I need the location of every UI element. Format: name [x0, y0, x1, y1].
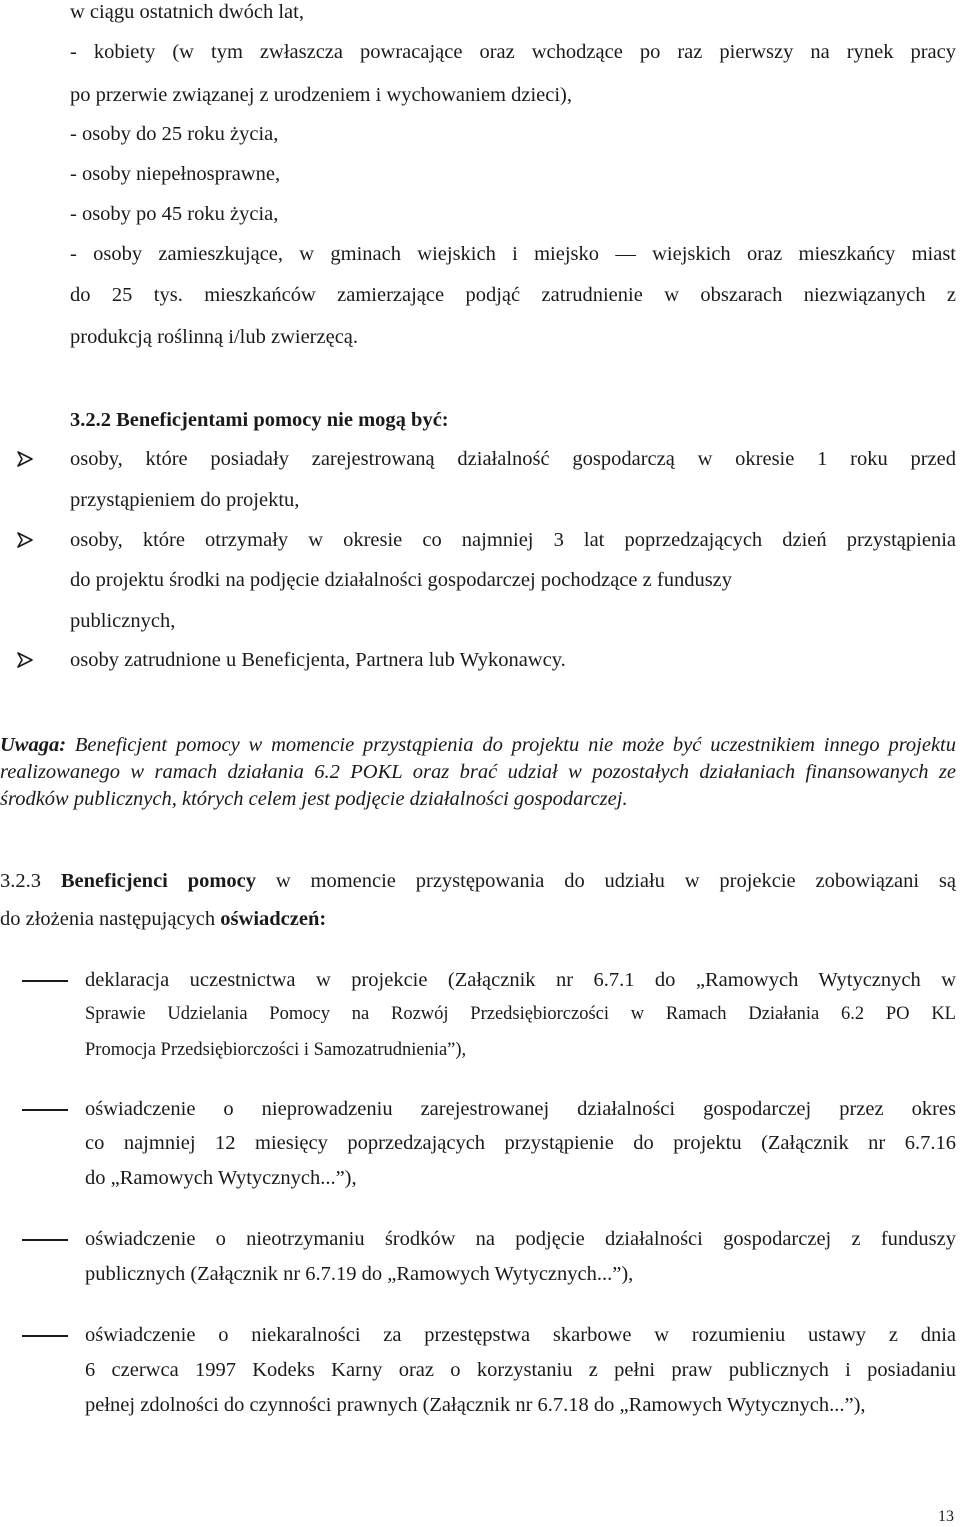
bold-term: oświadczeń:	[220, 908, 327, 930]
bullet-line: osoby, które posiadały zarejestrowaną działalność gospodarczą w okresie 1 roku przed	[70, 448, 956, 470]
arrow-bullet-icon	[16, 450, 34, 468]
list-line: - osoby zamieszkujące, w gminach wiejskich i miejsko — wiejskich oraz mieszkańcy miast	[70, 243, 956, 265]
section-paragraph	[0, 869, 956, 893]
list-line: produkcją roślinną i/lub zwierzęcą.	[70, 326, 359, 348]
bullet-line: do projektu środki na podjęcie działalności gospodarczej pochodzące z funduszy	[70, 569, 733, 591]
dash-item-line: publicznych (Załącznik nr 6.7.19 do „Ramowych Wytycznych...”),	[85, 1263, 634, 1285]
bullet-line: publicznych,	[70, 610, 176, 632]
dash-bullet-icon	[22, 980, 68, 982]
dash-item-line: Sprawie Udzielania Pomocy na Rozwój Przedsiębiorczości w Ramach Działania 6.2 PO KL	[85, 1004, 956, 1024]
list-line: - osoby po 45 roku życia,	[70, 203, 279, 225]
bullet-line: przystąpieniem do projektu,	[70, 489, 300, 511]
note-text: Beneficjent pomocy w momencie przystąpienia do projektu nie może być uczestnikiem innego projektu realizowanego w ramach działania 6.2 POKL oraz brać udział w pozostałych działaniach finansowanych ze środków publicznych, których celem jest podjęcie działalności gospodarczej.	[0, 734, 956, 810]
dash-item-line: deklaracja uczestnictwa w projekcie (Załącznik nr 6.7.1 do „Ramowych Wytycznych w	[85, 969, 956, 991]
page-number: 13	[938, 1508, 954, 1525]
arrow-bullet-icon	[16, 531, 34, 549]
bold-term: Beneficjenci pomocy	[60, 870, 257, 892]
paragraph-text: w momencie przystępowania do udziału w projekcie zobowiązani są	[256, 870, 956, 892]
paragraph-text: do złożenia następujących	[0, 908, 221, 930]
dash-item-line: oświadczenie o niekaralności za przestępstwa skarbowe w rozumieniu ustawy z dnia	[85, 1324, 956, 1346]
list-line: - osoby niepełnosprawne,	[70, 163, 281, 185]
section-number: 3.2.3	[0, 870, 61, 892]
note-label: Uwaga:	[0, 734, 67, 756]
dash-bullet-icon	[22, 1335, 68, 1337]
bullet-line: osoby, które otrzymały w okresie co najmniej 3 lat poprzedzających dzień przystąpienia	[70, 529, 956, 551]
arrow-bullet-icon	[16, 651, 34, 669]
dash-item-line: 6 czerwca 1997 Kodeks Karny oraz o korzystaniu z pełni praw publicznych i posiadaniu	[85, 1359, 956, 1381]
dash-item-line: co najmniej 12 miesięcy poprzedzających przystąpienie do projektu (Załącznik nr 6.7.16	[85, 1132, 956, 1154]
dash-item-line: oświadczenie o nieotrzymaniu środków na podjęcie działalności gospodarczej z funduszy	[85, 1228, 956, 1250]
list-line: po przerwie związanej z urodzeniem i wychowaniem dzieci),	[70, 84, 573, 106]
section-heading: 3.2.2 Beneficjentami pomocy nie mogą być:	[70, 409, 449, 431]
note-paragraph	[0, 732, 956, 813]
list-line: w ciągu ostatnich dwóch lat,	[70, 1, 304, 23]
section-paragraph-line2	[0, 907, 326, 931]
list-line: - osoby do 25 roku życia,	[70, 123, 279, 145]
dash-item-line: do „Ramowych Wytycznych...”),	[85, 1167, 357, 1189]
dash-bullet-icon	[22, 1109, 68, 1111]
dash-bullet-icon	[22, 1239, 68, 1241]
bullet-line: osoby zatrudnione u Beneficjenta, Partnera lub Wykonawcy.	[70, 649, 566, 671]
dash-item-line: oświadczenie o nieprowadzeniu zarejestrowanej działalności gospodarczej przez okres	[85, 1098, 956, 1120]
list-line: do 25 tys. mieszkańców zamierzające podjąć zatrudnienie w obszarach niezwiązanych z	[70, 284, 956, 306]
list-line: - kobiety (w tym zwłaszcza powracające oraz wchodzące po raz pierwszy na rynek pracy	[70, 41, 956, 63]
dash-item-line: Promocja Przedsiębiorczości i Samozatrudnienia”),	[85, 1040, 467, 1060]
dash-item-line: pełnej zdolności do czynności prawnych (Załącznik nr 6.7.18 do „Ramowych Wytycznych...”),	[85, 1394, 866, 1416]
